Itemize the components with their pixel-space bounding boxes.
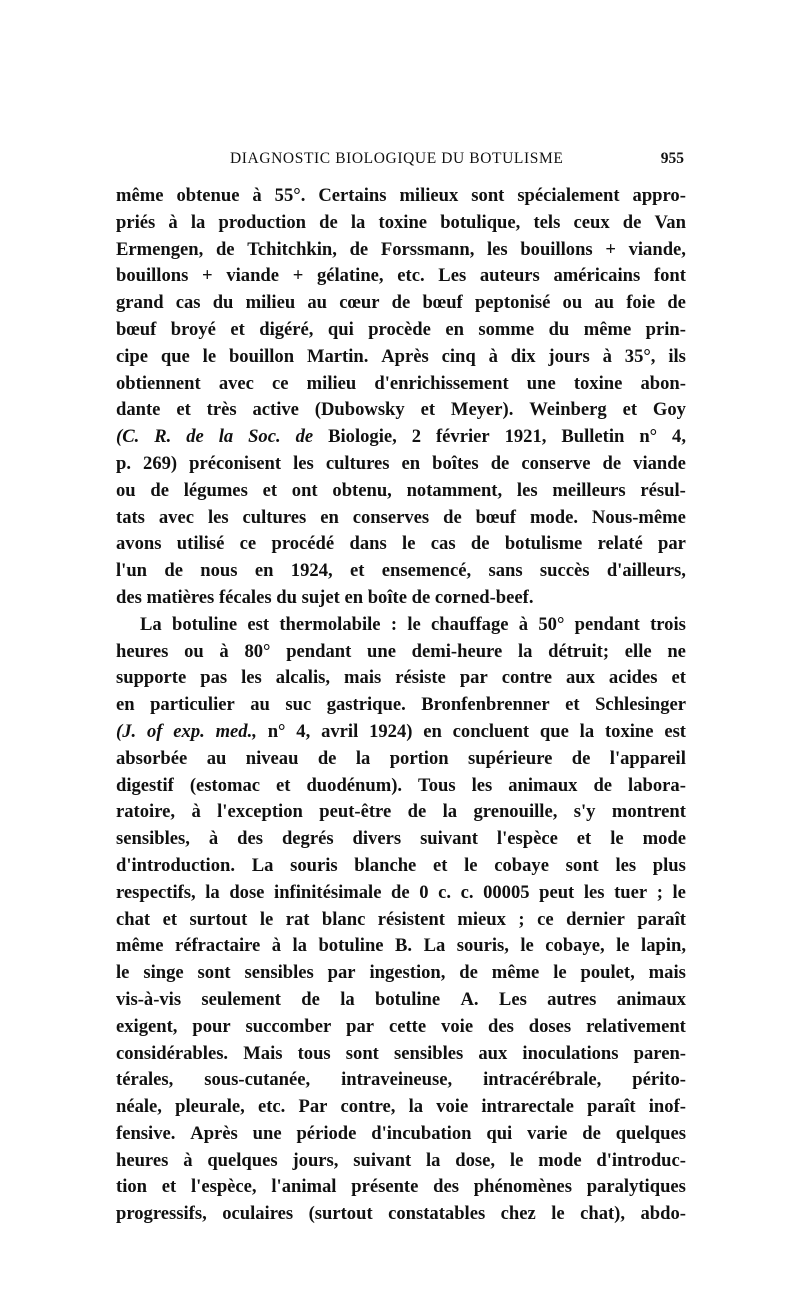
text-line: ou de légumes et ont obtenu, notamment, les meilleurs résul- [116,479,686,501]
text-line: néale, pleurale, etc. Par contre, la voie intrarectale paraît inof- [116,1096,686,1118]
text-line: bouillons + viande + gélatine, etc. Les auteurs américains font [116,265,686,287]
text-line: sensibles, à des degrés divers suivant l'espèce et le mode [116,828,686,850]
text-line: en particulier au suc gastrique. Bronfenbrenner et Schlesinger [116,694,686,716]
text-line: digestif (estomac et duodénum). Tous les animaux de labora- [116,774,686,796]
text-line: (C. R. de la Soc. de Biologie, 2 février 1921, Bulletin n° 4, [116,426,686,448]
text-line: absorbée au niveau de la portion supérieure de l'appareil [116,747,686,769]
text-line: bœuf broyé et digéré, qui procède en somme du même prin- [116,318,686,340]
text-line: Ermengen, de Tchitchkin, de Forssmann, les bouillons + viande, [116,238,686,260]
text-line: même réfractaire à la botuline B. La souris, le cobaye, le lapin, [116,935,686,957]
text-line: p. 269) préconisent les cultures en boîtes de conserve de viande [116,452,686,474]
text-line: tion et l'espèce, l'animal présente des phénomènes paralytiques [116,1176,686,1198]
text-line: heures ou à 80° pendant une demi-heure la détruit; elle ne [116,640,686,662]
text-line: tats avec les cultures en conserves de bœuf mode. Nous-même [116,506,686,528]
body-text [116,183,686,1228]
text-line: l'un de nous en 1924, et ensemencé, sans succès d'ailleurs, [116,560,686,582]
running-title: DIAGNOSTIC BIOLOGIQUE DU BOTULISME [230,150,564,167]
text-line: des matières fécales du sujet en boîte de corned-beef. [116,586,534,608]
page-number: 955 [660,150,684,167]
text-line: exigent, pour succomber par cette voie des doses relativement [116,1015,686,1037]
text-line: considérables. Mais tous sont sensibles aux inoculations paren- [116,1042,686,1064]
text-line: térales, sous-cutanée, intraveineuse, intracérébrale, périto- [116,1069,686,1091]
text-line: dante et très active (Dubowsky et Meyer). Weinberg et Goy [116,399,686,421]
text-line: priés à la production de la toxine botulique, tels ceux de Van [116,211,686,233]
running-head [116,150,686,170]
text-line: obtiennent avec ce milieu d'enrichissement une toxine abon- [116,372,686,394]
text-line: avons utilisé ce procédé dans le cas de botulisme relaté par [116,533,686,555]
text-line: le singe sont sensibles par ingestion, de même le poulet, mais [116,962,686,984]
text-line: (J. of exp. med., n° 4, avril 1924) en concluent que la toxine est [116,720,686,742]
text-line: chat et surtout le rat blanc résistent mieux ; ce dernier paraît [116,908,686,930]
text-line: supporte pas les alcalis, mais résiste par contre aux acides et [116,667,686,689]
text-line: fensive. Après une période d'incubation qui varie de quelques [116,1122,686,1144]
text-line: cipe que le bouillon Martin. Après cinq à dix jours à 35°, ils [116,345,686,367]
text-line: vis-à-vis seulement de la botuline A. Les autres animaux [116,988,686,1010]
text-line: ratoire, à l'exception peut-être de la grenouille, s'y montrent [116,801,686,823]
text-line: respectifs, la dose infinitésimale de 0 c. c. 00005 peut les tuer ; le [116,881,686,903]
text-line: grand cas du milieu au cœur de bœuf peptonisé ou au foie de [116,292,686,314]
text-line: heures à quelques jours, suivant la dose, le mode d'introduc- [116,1149,686,1171]
text-line: d'introduction. La souris blanche et le cobaye sont les plus [116,854,686,876]
text-line: même obtenue à 55°. Certains milieux sont spécialement appro- [116,185,686,206]
text-line: La botuline est thermolabile : le chauffage à 50° pendant trois [140,613,686,635]
text-line: progressifs, oculaires (surtout constatables chez le chat), abdo- [116,1203,686,1225]
